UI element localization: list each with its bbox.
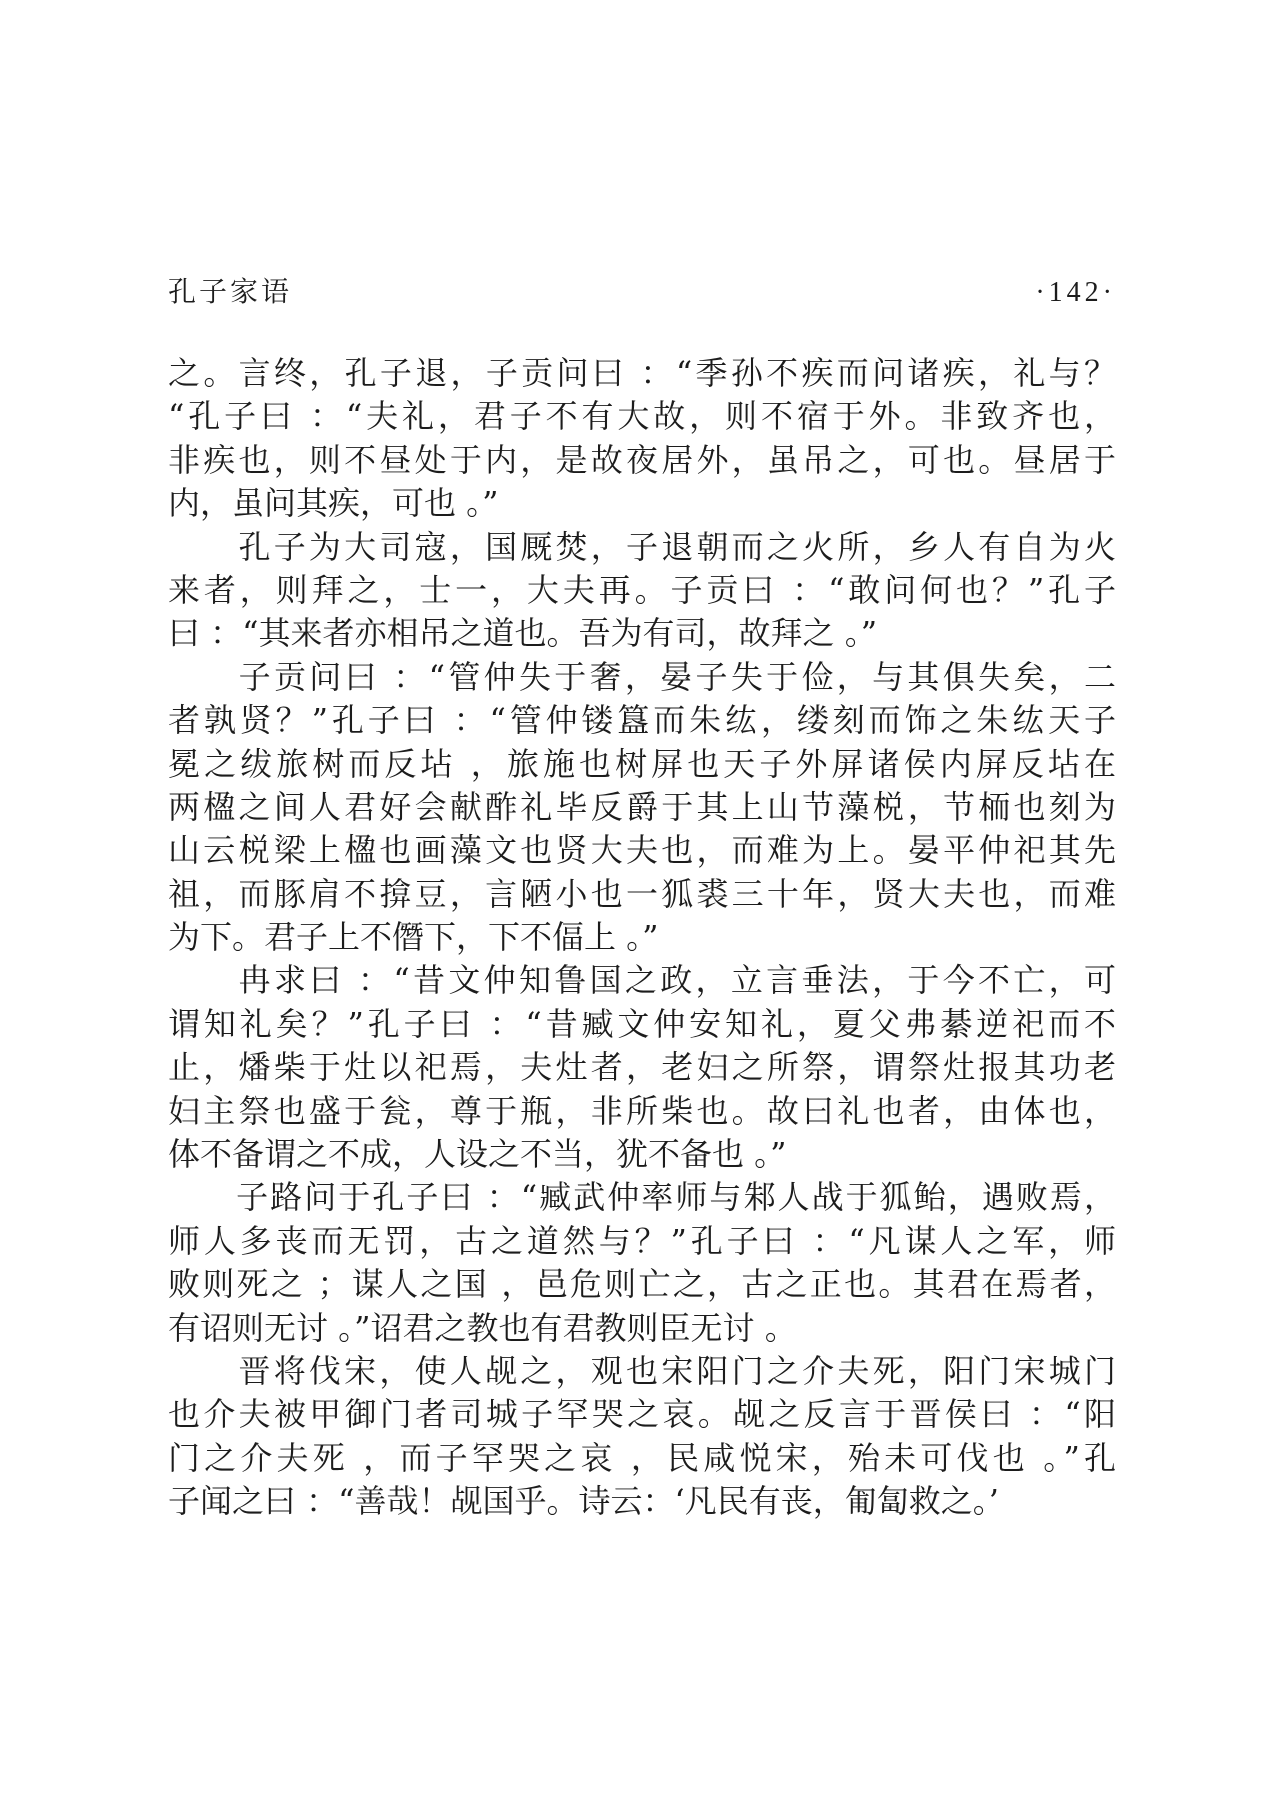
text-line: 体不备谓之不成，人设之不当，犹不备也 。”: [168, 1135, 787, 1174]
text-line: “孔子曰 ：“夫礼，君子不有大故，则不宿于外。非致齐也，: [168, 397, 1116, 436]
text-line: 师人多丧而无罚，古之道然与？”孔子曰 ：“凡谋人之军，师: [168, 1221, 1116, 1260]
text-line: 子路问于孔子曰 ：“臧武仲率师与邾人战于狐鲐，遇败焉，: [168, 1178, 1116, 1217]
text-line: 者孰贤？”孔子曰 ：“管仲镂簋而朱纮，缕刻而饰之朱纮天子: [168, 701, 1116, 740]
text-line: 妇主祭也盛于瓮，尊于瓶，非所柴也。故曰礼也者，由体也，: [168, 1091, 1116, 1130]
text-line: 冉求曰 ：“昔文仲知鲁国之政，立言垂法，于今不亡，可: [168, 961, 1116, 1000]
text-line: 两楹之间人君好会献酢礼毕反爵于其上山节藻棁，节栭也刻为: [168, 787, 1116, 826]
text-line: 内，虽问其疾，可也 。”: [168, 484, 499, 523]
text-line: 也介夫被甲御门者司城子罕哭之哀。觇之反言于晋侯曰 ：“阳: [168, 1395, 1116, 1434]
text-line: 曰 ：“其来者亦相吊之道也。吾为有司，故拜之 。”: [168, 614, 878, 653]
text-line: 子贡问曰 ：“管仲失于奢，晏子失于俭，与其俱失矣，二: [168, 657, 1116, 696]
text-line: 来者，则拜之，士一，大夫再。子贡曰 ：“敢问何也？”孔子: [168, 570, 1116, 609]
text-line: 谓知礼矣？”孔子曰 ：“昔臧文仲安知礼，夏父弗綦逆祀而不: [168, 1004, 1116, 1043]
text-line: 有诏则无讨 。”诏君之教也有君教则臣无讨 。: [168, 1308, 797, 1347]
body-text: [168, 352, 1116, 1524]
text-line: 晋将伐宋，使人觇之，观也宋阳门之介夫死，阳门宋城门: [168, 1351, 1116, 1390]
page-number: ·142·: [1035, 277, 1116, 308]
text-line: 非疾也，则不昼处于内，是故夜居外，虽吊之，可也。昼居于: [168, 440, 1116, 479]
text-line: 败则死之 ；谋人之国 ，邑危则亡之，古之正也。其君在焉者，: [168, 1265, 1116, 1304]
running-header: [168, 270, 1116, 310]
book-title: 孔子家语: [168, 275, 293, 308]
text-line: 冕之绂旅树而反坫 ，旅施也树屏也天子外屏诸侯内屏反坫在: [168, 744, 1116, 783]
text-line: 孔子为大司寇，国厩焚，子退朝而之火所，乡人有自为火: [168, 527, 1116, 566]
text-line: 山云棁梁上楹也画藻文也贤大夫也，而难为上。晏平仲祀其先: [168, 831, 1116, 870]
text-line: 为下。君子上不僭下，下不偪上 。”: [168, 918, 659, 957]
text-line: 祖，而豚肩不揜豆，言陋小也一狐裘三十年，贤大夫也，而难: [168, 874, 1116, 913]
text-line: 止，燔柴于灶以祀焉，夫灶者，老妇之所祭，谓祭灶报其功老: [168, 1048, 1116, 1087]
text-line: 子闻之曰 ：“善哉！觇国乎。诗云：‘凡民有丧，匍匐救之。’: [168, 1482, 999, 1521]
text-line: 之。言终，孔子退，子贡问曰 ：“季孙不疾而问诸疾，礼与？: [168, 354, 1116, 392]
text-line: 门之介夫死 ，而子罕哭之哀 ，民咸悦宋，殆未可伐也 。”孔: [168, 1438, 1116, 1477]
